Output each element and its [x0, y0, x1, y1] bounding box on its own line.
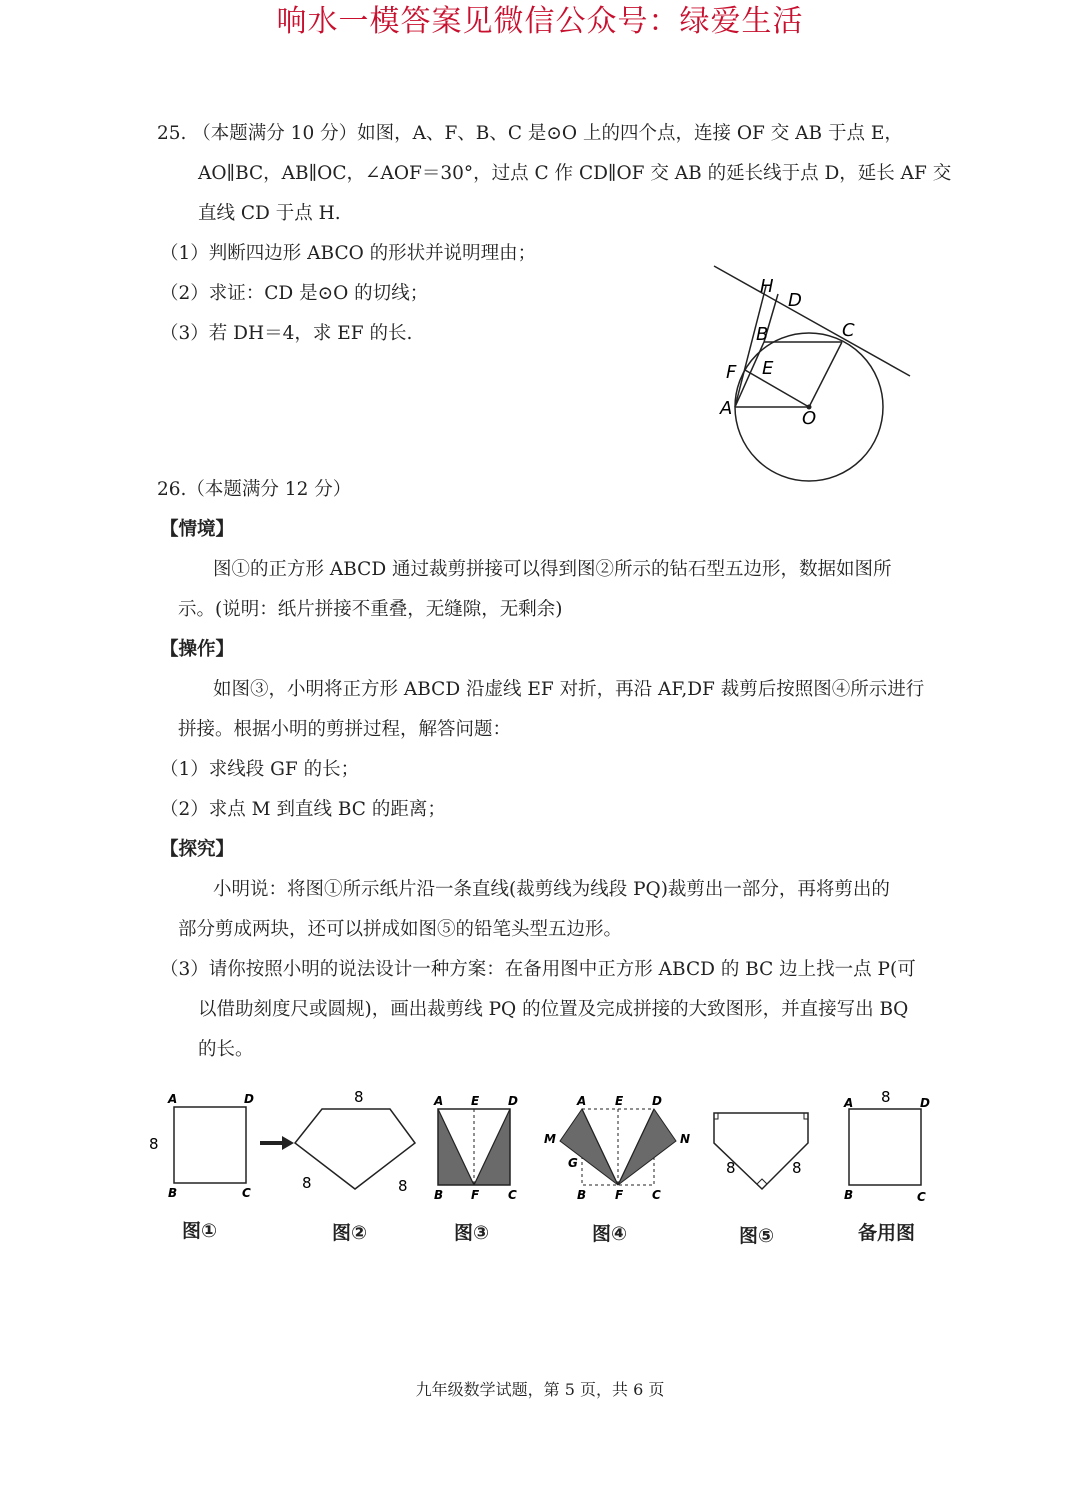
q26-explore-2: 部分剪成两块，还可以拼成如图⑤的铅笔头型五边形。	[178, 919, 623, 940]
q26-sub-3b: 以借助刻度尺或圆规)，画出裁剪线 PQ 的位置及完成拼接的大致图形，并直接写出 BQ	[198, 999, 909, 1020]
q25-circle-figure	[700, 262, 920, 482]
fig1-square	[174, 1107, 246, 1183]
spare-top-label: 8	[881, 1088, 891, 1106]
fig3-caption: 图③	[454, 1222, 490, 1244]
q26-explore-1: 小明说：将图①所示纸片沿一条直线(裁剪线为线段 PQ)裁剪出一部分，再将剪出的	[213, 879, 890, 900]
spare-label-b: B	[844, 1188, 854, 1202]
fig4-label-e: E	[615, 1094, 624, 1108]
figure-5-pencil	[714, 1113, 808, 1189]
fig2-pentagon	[295, 1109, 415, 1189]
fig2-left-label: 8	[302, 1174, 312, 1192]
q26-sub-3a: （3）请你按照小明的说法设计一种方案：在备用图中正方形 ABCD 的 BC 边上找一点 P(可	[160, 959, 916, 980]
label-e: E	[762, 358, 774, 379]
spare-figure-square	[843, 1088, 930, 1204]
fig1-label-b: B	[168, 1186, 178, 1200]
tangent-line-cd	[714, 266, 910, 376]
spare-square	[849, 1109, 921, 1185]
segment-co	[809, 342, 842, 407]
fig4-label-m: M	[544, 1132, 556, 1146]
fig4-label-f: F	[615, 1188, 624, 1202]
q26-sub-1: （1）求线段 GF 的长；	[160, 759, 360, 780]
q25-sub-1: （1）判断四边形 ABCO 的形状并说明理由；	[160, 243, 537, 264]
q26-operation-1: 如图③，小明将正方形 ABCD 沿虚线 EF 对折，再沿 AF,DF 裁剪后按照图④所示进行	[213, 679, 925, 700]
q25-sub-3: （3）若 DH＝4，求 EF 的长.	[160, 323, 413, 344]
spare-label-d: D	[920, 1096, 930, 1110]
figure-4-spliced	[544, 1094, 690, 1202]
q26-context-2: 示。(说明：纸片拼接不重叠，无缝隙，无剩余)	[178, 599, 563, 620]
fig1-label-d: D	[244, 1092, 254, 1106]
fig2-caption: 图②	[332, 1222, 368, 1244]
fig3-label-a: A	[434, 1094, 444, 1108]
figure-1-square	[149, 1092, 254, 1200]
fig2-right-label: 8	[398, 1177, 408, 1195]
page-footer: 九年级数学试题，第 5 页，共 6 页	[415, 1380, 665, 1399]
q25-line-2: AO∥BC，AB∥OC，∠AOF＝30°，过点 C 作 CD∥OF 交 AB 的延长线于点 D，延长 AF 交	[198, 163, 952, 184]
figure-2-diamond	[295, 1088, 415, 1195]
fig4-label-g: G	[568, 1156, 578, 1170]
fig5-caption: 图⑤	[739, 1225, 775, 1247]
q26-heading-explore: 【探究】	[160, 839, 235, 860]
fig1-side-label: 8	[149, 1135, 159, 1153]
label-h: H	[760, 276, 774, 297]
watermark-banner: 响水一模答案见微信公众号：绿爱生活	[276, 4, 804, 39]
label-a: A	[720, 398, 733, 419]
label-o: O	[802, 408, 817, 429]
q26-sub-3c: 的长。	[198, 1039, 254, 1060]
fig4-caption: 图④	[592, 1223, 628, 1245]
arrow-icon	[260, 1136, 294, 1150]
segment-of	[745, 370, 809, 407]
fig5-left-label: 8	[726, 1159, 736, 1177]
spare-label-a: A	[844, 1096, 854, 1110]
label-c: C	[842, 320, 855, 341]
fig1-caption: 图①	[182, 1220, 218, 1242]
label-b: B	[756, 324, 769, 345]
fig4-label-d: D	[652, 1094, 662, 1108]
q26-heading-operation: 【操作】	[160, 639, 235, 660]
fig1-label-c: C	[242, 1186, 251, 1200]
q25-sub-2: （2）求证：CD 是⊙O 的切线；	[160, 283, 429, 304]
fig5-right-label: 8	[792, 1159, 802, 1177]
fig3-label-b: B	[434, 1188, 444, 1202]
fig4-label-a: A	[577, 1094, 587, 1108]
fig3-label-d: D	[508, 1094, 518, 1108]
fig5-pentagon	[714, 1113, 808, 1189]
q25-line-1: 25. （本题满分 10 分）如图，A、F、B、C 是⊙O 上的四个点，连接 OF 交 AB 于点 E，	[157, 123, 903, 144]
q26-operation-2: 拼接。根据小明的剪拼过程，解答问题：	[178, 719, 512, 740]
q26-sub-2: （2）求点 M 到直线 BC 的距离；	[160, 799, 446, 820]
q26-title: 26.（本题满分 12 分）	[157, 479, 352, 500]
fig4-label-n: N	[680, 1132, 691, 1146]
figure-row	[140, 1085, 940, 1215]
spare-label-c: C	[917, 1190, 926, 1204]
fig4-label-b: B	[577, 1188, 587, 1202]
fig3-label-f: F	[471, 1188, 480, 1202]
fig2-top-label: 8	[354, 1088, 364, 1106]
fig3-label-e: E	[471, 1094, 480, 1108]
q26-context-1: 图①的正方形 ABCD 通过裁剪拼接可以得到图②所示的钻石型五边形，数据如图所	[213, 559, 892, 580]
fig4-left-piece	[560, 1109, 618, 1185]
fig1-label-a: A	[168, 1092, 178, 1106]
fig5-right-angle-bottom	[757, 1179, 767, 1184]
q26-heading-context: 【情境】	[160, 519, 235, 540]
fig4-right-piece	[618, 1109, 676, 1185]
label-d: D	[788, 290, 802, 311]
fig4-label-c: C	[652, 1188, 661, 1202]
q25-line-3: 直线 CD 于点 H.	[198, 203, 341, 224]
label-f: F	[726, 362, 737, 383]
fig3-label-c: C	[508, 1188, 517, 1202]
spare-caption: 备用图	[858, 1222, 916, 1244]
figure-3-folded-square	[433, 1094, 518, 1202]
